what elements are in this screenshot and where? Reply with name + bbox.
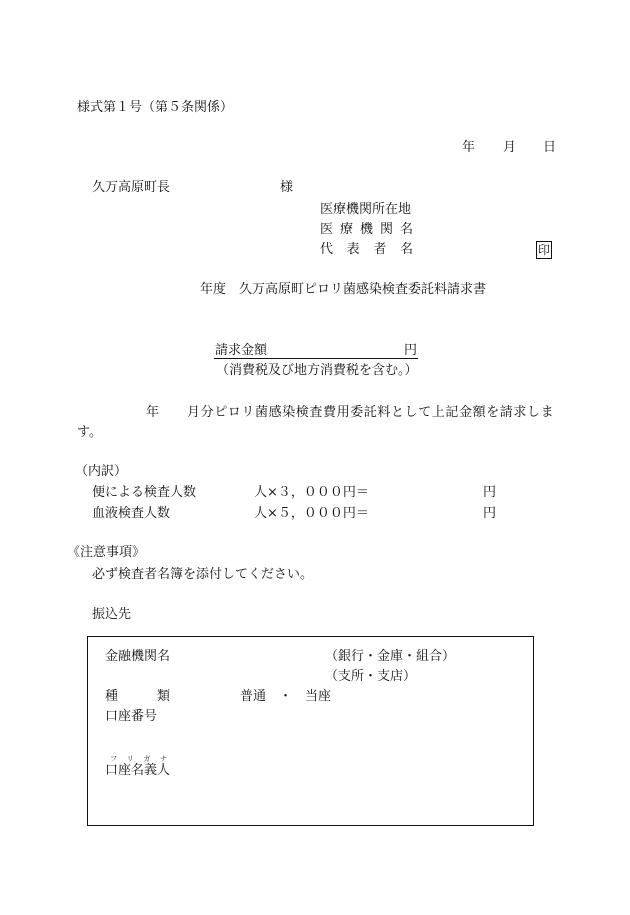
tax-note: （消費税及び地方消費税を含む。） (216, 363, 418, 378)
document-title: 年度 久万高原町ピロリ菌感染検査委託料請求書 (200, 282, 487, 297)
sender-representative-label: 代 表 者 名 (320, 242, 413, 257)
account-holder-furigana: フ リ ガ ナ (110, 755, 167, 763)
amount-unit: 円 (404, 343, 418, 358)
breakdown-row-label: 血液検査人数 (92, 506, 171, 521)
date-year-label: 年 (462, 140, 476, 155)
breakdown-row-formula: 人×５，０００円＝ (254, 506, 369, 521)
account-holder-label: 口座名義人 (105, 763, 171, 778)
account-number-label: 口座番号 (105, 709, 158, 724)
notes-item: 必ず検査者名簿を添付してください。 (92, 567, 314, 582)
transfer-heading: 振込先 (92, 607, 132, 622)
breakdown-heading: （内訳） (75, 464, 128, 479)
account-type-options: 普通 ・ 当座 (240, 689, 332, 704)
breakdown-row-unit: 円 (483, 485, 497, 500)
breakdown-row-unit: 円 (483, 506, 497, 521)
date-month-label: 月 (503, 140, 517, 155)
sender-address-label: 医療機関所在地 (320, 202, 412, 217)
breakdown-row-formula: 人×３，０００円＝ (254, 485, 369, 500)
branch-types: （支所・支店） (325, 669, 417, 684)
addressee-name: 久万高原町長 (92, 180, 171, 195)
form-number: 様式第１号（第５条関係） (77, 100, 234, 115)
statement-line-2: す。 (77, 425, 102, 440)
seal-mark: 印 (537, 243, 550, 257)
account-type-label: 種 類 (105, 689, 171, 704)
statement-line-1: 月分ピロリ菌感染検査費用委託料として上記金額を請求しま (187, 405, 555, 420)
bank-types: （銀行・金庫・組合） (325, 649, 456, 664)
addressee-honorific: 様 (280, 180, 294, 195)
date-day-label: 日 (543, 140, 557, 155)
notes-heading: 《注意事項》 (67, 545, 146, 560)
statement-year-label: 年 (146, 405, 160, 420)
amount-label: 請求金額 (215, 343, 268, 358)
sender-name-label: 医 療 機 関 名 (320, 222, 413, 237)
breakdown-row-label: 便による検査人数 (92, 485, 197, 500)
amount-underline (214, 358, 418, 359)
bank-name-label: 金融機関名 (105, 649, 171, 664)
